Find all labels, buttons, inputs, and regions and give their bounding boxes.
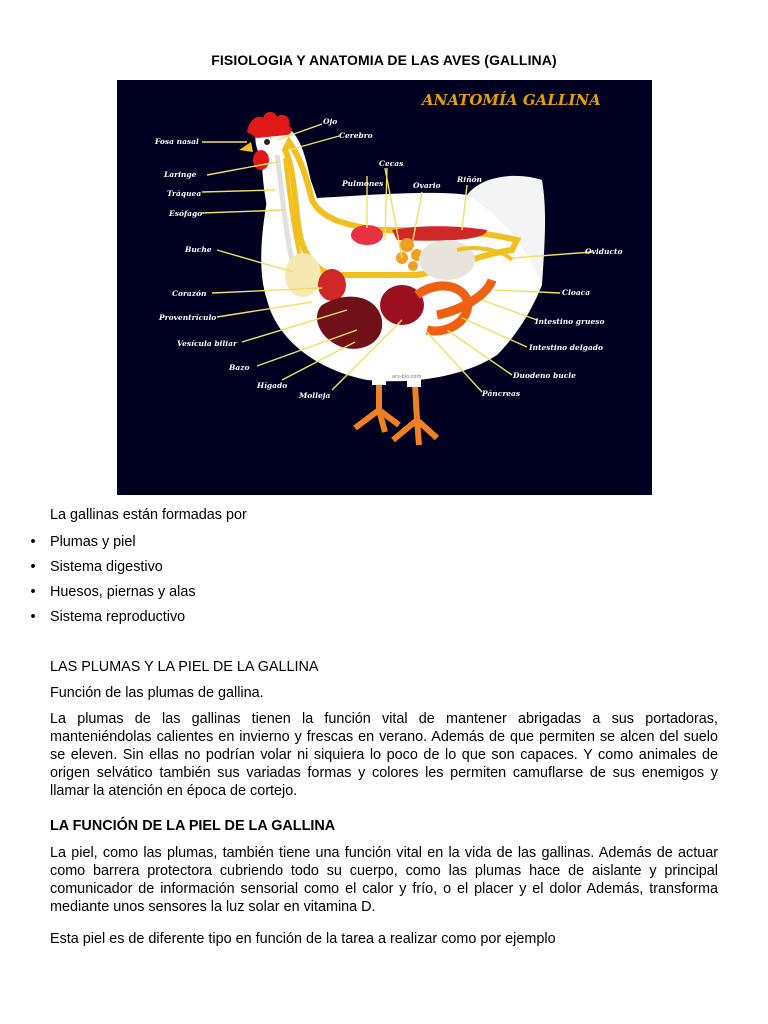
label-proventriculo: Proventrículo — [159, 313, 217, 322]
crop — [285, 253, 321, 297]
label-intestino-delgado: Intestino delgado — [529, 343, 604, 352]
beak — [239, 142, 253, 152]
section2-body: La piel, como las plumas, también tiene una función vital en la vida de las gallinas. Además de actuar como barrera protectora cubriendo todo su cuerpo, como las plumas hace de aislante y principal comunicador de información sensorial como el calor y frío, o el placer y el dolor Además, transforma mediante unos sensores la luz solar en vitamina D. — [50, 845, 718, 915]
label-intestino-grueso: Intestino grueso — [535, 317, 605, 326]
leg-right — [393, 385, 437, 445]
label-cloaca: Cloaca — [562, 288, 591, 297]
label-pancreas: Páncreas — [482, 389, 521, 398]
label-corazon: Corazón — [172, 289, 207, 298]
label-ojo: Ojo — [323, 117, 338, 126]
label-oviducto: Oviducto — [585, 247, 623, 256]
label-higado: Hígado — [257, 381, 288, 390]
heart — [318, 269, 346, 301]
label-molleja: Molleja — [299, 391, 331, 400]
list-item: • Sistema digestivo — [28, 555, 196, 580]
label-cecas: Cecas — [379, 159, 404, 168]
figure-heading: ANATOMÍA GALLINA — [422, 91, 601, 109]
chicken-anatomy-figure — [117, 80, 652, 495]
page-title: FISIOLOGIA Y ANATOMIA DE LAS AVES (GALLINA) — [211, 52, 557, 68]
section1-body: La plumas de las gallinas tienen la función vital de mantener abrigadas a sus portadoras, manteniéndolas calientes en invierno y frescas en verano. Además de que permiten se alcen del suelo se eleven. Sin ellas no podrían volar ni siquiera lo poco de lo que son capaces. Y como animales de origen selvático también sus variadas formas y colores les permiten camuflarse de sus enemigos y llamar la atención en época de cortejo. — [50, 711, 718, 799]
label-pulmones: Pulmones — [342, 179, 384, 188]
list-item: • Huesos, piernas y alas — [28, 580, 196, 605]
label-ovario: Ovario — [413, 181, 441, 190]
intestines — [419, 240, 475, 280]
label-cerebro: Cerebro — [339, 131, 373, 140]
list-item: • Plumas y piel — [28, 530, 196, 555]
label-fosa-nasal: Fosa nasal — [155, 137, 199, 146]
list-item: • Sistema reproductivo — [28, 605, 196, 630]
label-buche: Buche — [185, 245, 212, 254]
label-laringe: Laringe — [164, 170, 197, 179]
section1-subheading: Función de las plumas de gallina. — [50, 685, 264, 701]
label-esofago: Esófago — [169, 209, 203, 218]
label-vesicula: Vesícula biliar — [177, 339, 237, 348]
bullet-icon: • — [30, 584, 36, 600]
bullet-icon: • — [30, 534, 36, 550]
section1-heading: LAS PLUMAS Y LA PIEL DE LA GALLINA — [50, 659, 319, 675]
label-duodeno: Duodeno bucle — [513, 371, 576, 380]
intro-text: La gallinas están formadas por — [50, 507, 247, 523]
wattle — [253, 150, 269, 170]
section2-heading: LA FUNCIÓN DE LA PIEL DE LA GALLINA — [50, 818, 336, 834]
bullet-list — [28, 530, 196, 630]
section3-body: Esta piel es de diferente tipo en función de la tarea a realizar como por ejemplo — [50, 931, 556, 947]
thigh-left — [372, 370, 386, 385]
bullet-icon: • — [30, 559, 36, 575]
eye — [264, 139, 270, 145]
bullet-icon: • — [30, 609, 36, 625]
label-rinon: Riñón — [457, 175, 482, 184]
label-bazo: Bazo — [229, 363, 250, 372]
leg-left — [355, 380, 399, 432]
comb — [247, 112, 292, 138]
figure-credit: ars-bio.com — [392, 374, 422, 380]
label-traquea: Tráquea — [167, 189, 202, 198]
